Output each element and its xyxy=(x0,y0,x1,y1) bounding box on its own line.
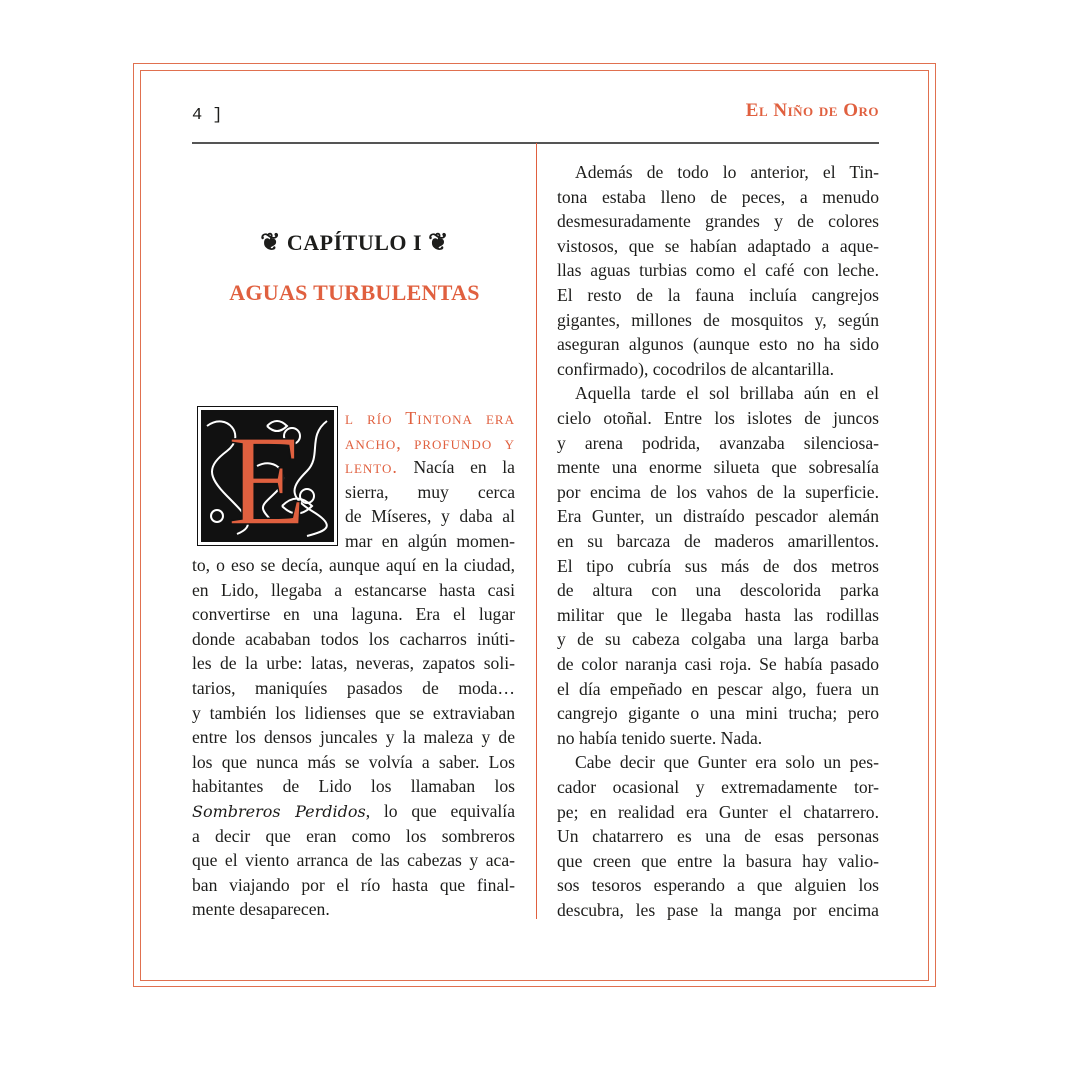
text-segment: convertirse en una laguna. Era el lugar xyxy=(192,604,515,625)
text-segment: donde acababan todos los cacharros inúti- xyxy=(192,628,515,649)
text-line xyxy=(557,603,879,627)
drop-cap-illuminated-letter xyxy=(197,406,338,546)
text-line xyxy=(557,234,879,258)
text-segment: , lo que equivalía xyxy=(365,801,516,821)
text-line xyxy=(345,529,515,553)
text-segment: ban viajando por el río hasta que final- xyxy=(192,874,515,895)
text-segment: cielo otoñal. Entre los islotes de juncos xyxy=(557,408,879,428)
text-line xyxy=(557,504,879,528)
text-line xyxy=(192,799,515,823)
fleuron-left-icon: ❦ xyxy=(260,230,281,256)
text-line xyxy=(557,824,879,848)
chapter-label xyxy=(192,228,517,257)
text-segment: to, o eso se decía, aunque aquí en la ciudad, xyxy=(192,555,515,575)
text-segment: tarios, maniquíes pasados de moda… xyxy=(192,678,515,698)
text-segment: y de su cabeza colgaba una larga barba xyxy=(557,629,879,650)
text-segment: de Míseres, y daba al xyxy=(345,506,515,527)
small-caps-lead-in: ancho, profundo y xyxy=(345,432,515,453)
text-segment: Un chatarrero es una de esas personas xyxy=(557,826,879,847)
text-line xyxy=(192,602,515,626)
text-segment: entre los densos juncales y la maleza y de xyxy=(192,727,515,748)
chapter-number: CAPÍTULO I xyxy=(286,230,423,255)
text-segment: que creen que entre la basura hay valio- xyxy=(557,850,879,871)
text-line xyxy=(192,750,515,774)
small-caps-lead-in: l río Tintona era xyxy=(345,408,515,428)
text-segment: gigantes, millones de mosquitos y, según xyxy=(557,309,879,330)
text-segment: El resto de la fauna incluía cangrejos xyxy=(557,285,879,305)
text-segment: que el viento arranca de las cabezas y aca- xyxy=(192,850,515,871)
chapter-title: AGUAS TURBULENTAS xyxy=(229,280,480,305)
text-segment: llas aguas turbias como el café con leche. xyxy=(557,260,879,281)
text-line xyxy=(557,701,879,725)
text-line xyxy=(557,480,879,504)
page-number: 4 ] xyxy=(192,106,223,125)
text-segment: sierra, muy cerca xyxy=(345,481,515,502)
text-line xyxy=(557,332,879,356)
text-segment: no había tenido suerte. Nada. xyxy=(557,727,763,748)
text-line xyxy=(557,529,879,553)
text-segment: a decir que eran como los sombreros xyxy=(192,825,515,846)
text-line xyxy=(557,898,879,922)
text-segment: les de la urbe: latas, neveras, zapatos soli- xyxy=(192,653,515,674)
text-line xyxy=(557,258,879,282)
text-line xyxy=(557,431,879,455)
italic-phrase: Sombreros Perdidos xyxy=(192,802,366,821)
text-segment: y arena podrida, avanzaba silenciosa- xyxy=(557,432,879,453)
text-line xyxy=(192,578,515,602)
text-segment: sos tesoros esperando a que alguien los xyxy=(557,875,879,896)
text-segment: pe; en realidad era Gunter el chatarrero. xyxy=(557,801,879,822)
text-segment: en su barcaza de maderos amarillentos. xyxy=(557,531,879,551)
text-line xyxy=(192,824,515,848)
text-line xyxy=(557,775,879,799)
text-segment: los que nunca más se volvía a saber. Los xyxy=(192,751,515,772)
text-segment: Aquella tarde el sol brillaba aún en el xyxy=(575,383,879,404)
small-caps-lead-in: lento. xyxy=(345,457,398,478)
text-segment: mente desaparecen. xyxy=(192,899,330,920)
text-line xyxy=(575,160,879,184)
text-line xyxy=(345,480,515,504)
running-title: El Niño de Oro xyxy=(745,100,879,121)
text-line xyxy=(557,455,879,479)
text-line xyxy=(345,406,515,430)
text-line xyxy=(192,848,515,872)
text-segment: Además de todo lo anterior, el Tin- xyxy=(575,162,879,182)
text-line xyxy=(557,849,879,873)
text-line xyxy=(557,726,879,750)
fleuron-right-icon: ❦ xyxy=(428,230,449,256)
text-segment: vistosos, que se habían adaptado a aque- xyxy=(557,235,879,256)
text-segment: El tipo cubría sus más de dos metros xyxy=(557,555,879,576)
text-segment: militar que le llegaba hasta las rodillas xyxy=(557,604,879,625)
text-segment: confirmado), cocodrilos de alcantarilla. xyxy=(557,358,834,379)
text-line xyxy=(192,651,515,675)
text-line xyxy=(557,627,879,651)
text-line xyxy=(345,504,515,528)
text-line xyxy=(192,725,515,749)
text-line xyxy=(557,185,879,209)
text-line xyxy=(557,406,879,430)
text-segment: cador ocasional y extremadamente tor- xyxy=(557,777,879,797)
text-line xyxy=(345,431,515,455)
text-segment: desmesuradamente grandes y de colores xyxy=(557,211,879,232)
text-line xyxy=(557,652,879,676)
text-line xyxy=(557,283,879,307)
text-segment: Nacía en la xyxy=(397,457,515,478)
text-line xyxy=(192,897,515,921)
drop-cap-letter: E xyxy=(227,409,307,546)
text-line xyxy=(557,554,879,578)
text-line xyxy=(192,873,515,897)
text-segment: Cabe decir que Gunter era solo un pes- xyxy=(575,752,879,773)
text-segment: el día empeñado en pescar algo, fuera un xyxy=(557,678,879,699)
text-line xyxy=(575,381,879,405)
text-line xyxy=(557,677,879,701)
text-line xyxy=(557,873,879,897)
text-segment: de altura con una descolorida parka xyxy=(557,580,879,601)
text-line xyxy=(192,553,515,577)
column-divider xyxy=(536,143,537,919)
text-line xyxy=(192,676,515,700)
text-segment: cangrejo gigante o una mini trucha; pero xyxy=(557,703,879,724)
text-line xyxy=(557,578,879,602)
text-segment: tona estaba lleno de peces, a menudo xyxy=(557,186,879,207)
text-segment: de color naranja casi roja. Se había pasado xyxy=(557,654,879,674)
text-segment: en Lido, llegaba a estancarse hasta casi xyxy=(192,579,515,600)
text-line xyxy=(575,750,879,774)
text-segment: y también los lidienses que se extraviaban xyxy=(192,702,515,723)
text-line xyxy=(192,627,515,651)
text-line xyxy=(192,701,515,725)
text-segment: mente una enorme silueta que sobresalía xyxy=(557,457,879,478)
text-line xyxy=(557,209,879,233)
text-line xyxy=(345,455,515,479)
text-segment: descubra, les pase la manga por encima xyxy=(557,900,879,920)
text-segment: Era Gunter, un distraído pescador alemán xyxy=(557,506,879,527)
text-segment: aseguran algunos (aunque esto no ha sido xyxy=(557,334,879,355)
text-segment: habitantes de Lido los llamaban los xyxy=(192,776,515,797)
text-segment: por encima de los vahos de la superficie. xyxy=(557,481,879,502)
text-line xyxy=(557,800,879,824)
text-segment: mar en algún momen- xyxy=(345,531,515,551)
text-line xyxy=(192,774,515,798)
text-line xyxy=(557,357,879,381)
text-line xyxy=(557,308,879,332)
